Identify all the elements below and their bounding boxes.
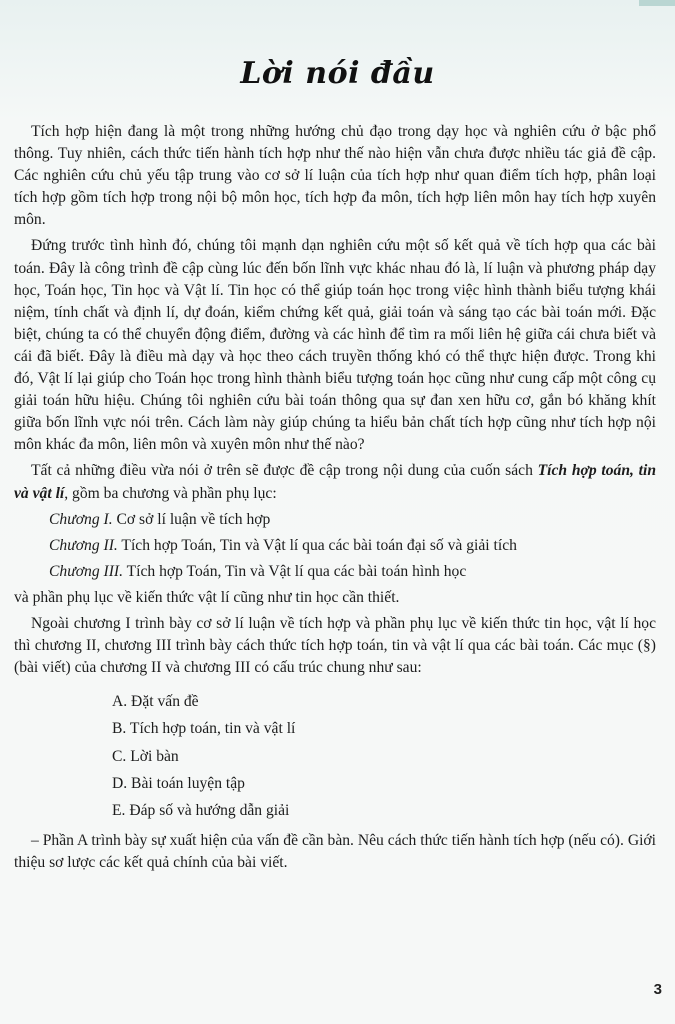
chapter-line-3	[49, 561, 656, 583]
paragraph-research: Đứng trước tình hình đó, chúng tôi mạnh dạn nghiên cứu một số kết quả về tích hợp qua các bài toán. Đây là công trình đề cập cùng lúc đến bốn lĩnh vực khác nhau đó là, lí luận và phương pháp dạy học, Toán học, Tin học và Vật lí. Tin học có thể giúp toán học trong việc hình thành biểu tượng khái niệm, tính chất và định lí, dự đoán, kiểm chứng kết quả, giải toán và sáng tạo các bài toán mới. Đặc biệt, chúng ta có thể chuyển động điểm, đường và các hình để tìm ra mối liên hệ giữa cái chưa biết và cái đã biết. Đây là điều mà dạy và học theo cách truyền thống khó có thể thực hiện được. Trong khi đó, Vật lí lại giúp cho Toán học trong hình thành biểu tượng toán học cũng như cung cấp một công cụ giải toán hữu hiệu. Chúng tôi nghiên cứu bài toán thông qua sự đan xen hữu cơ, gắn bó khăng khít giữa bốn lĩnh vực nói trên. Cách làm này giúp chúng ta hiểu bản chất tích hợp cũng như tích hợp nội môn khác đa môn, liên môn và xuyên môn như thế nào?	[14, 237, 656, 454]
section-structure-list	[112, 688, 656, 824]
book-overview-prefix: Tất cả những điều vừa nói ở trên sẽ được đề cập trong nội dung của cuốn sách	[31, 462, 538, 480]
chapter-line-1	[49, 509, 656, 531]
section-item-b: B. Tích hợp toán, tin và vật lí	[112, 720, 296, 738]
chapter-label: Chương III.	[49, 562, 123, 580]
preface-body	[14, 121, 656, 878]
print-bleed-mark	[639, 0, 675, 6]
section-item-e: E. Đáp số và hướng dẫn giải	[112, 802, 290, 819]
paragraph-part-a: – Phần A trình bày sự xuất hiện của vấn đề cần bàn. Nêu cách thức tiến hành tích hợp (nếu có). Giới thiệu sơ lược các kết quả chính của bài viết.	[14, 832, 656, 872]
chapter-label: Chương II.	[49, 536, 118, 554]
section-item-a: A. Đặt vấn đề	[112, 693, 199, 711]
chapter-text: Tích hợp Toán, Tin và Vật lí qua các bài toán đại số và giải tích	[117, 536, 517, 554]
book-overview-suffix: , gồm ba chương và phần phụ lục:	[64, 484, 277, 502]
chapter-line-2	[49, 535, 656, 557]
page-number: 3	[653, 981, 662, 998]
chapter-text: Cơ sở lí luận về tích hợp	[112, 510, 271, 528]
page-title: Lời nói đầu	[240, 56, 435, 92]
section-item-d: D. Bài toán luyện tập	[112, 774, 245, 792]
appendix-line: và phần phụ lục về kiến thức vật lí cũng như tin học cần thiết.	[14, 588, 400, 606]
section-item-c: C. Lời bàn	[112, 747, 179, 765]
paragraph-book-overview	[14, 460, 656, 504]
book-title: Tích hợp toán, tin và vật lí	[14, 462, 656, 502]
chapter-label: Chương I.	[49, 510, 113, 528]
paragraph-intro: Tích hợp hiện đang là một trong những hướng chủ đạo trong dạy học và nghiên cứu ở bậc phổ thông. Tuy nhiên, cách thức tiến hành tích hợp như thế nào hiện vẫn chưa được nhiều tác giả đề cập. Các nghiên cứu chủ yếu tập trung vào cơ sở lí luận của tích hợp như quan điểm tích hợp, phân loại tích hợp gồm tích hợp trong nội bộ môn học, tích hợp đa môn, tích hợp liên môn hay tích hợp xuyên môn.	[14, 123, 656, 229]
chapter-text: Tích hợp Toán, Tin và Vật lí qua các bài toán hình học	[123, 562, 467, 580]
paragraph-structure: Ngoài chương I trình bày cơ sở lí luận về tích hợp và phần phụ lục về kiến thức tin học, vật lí học thì chương II, chương III trình bày cách thức tích hợp toán, tin và vật lí qua các bài toán. Các mục (§) (bài viết) của chương II và chương III có cấu trúc chung như sau:	[14, 614, 656, 677]
